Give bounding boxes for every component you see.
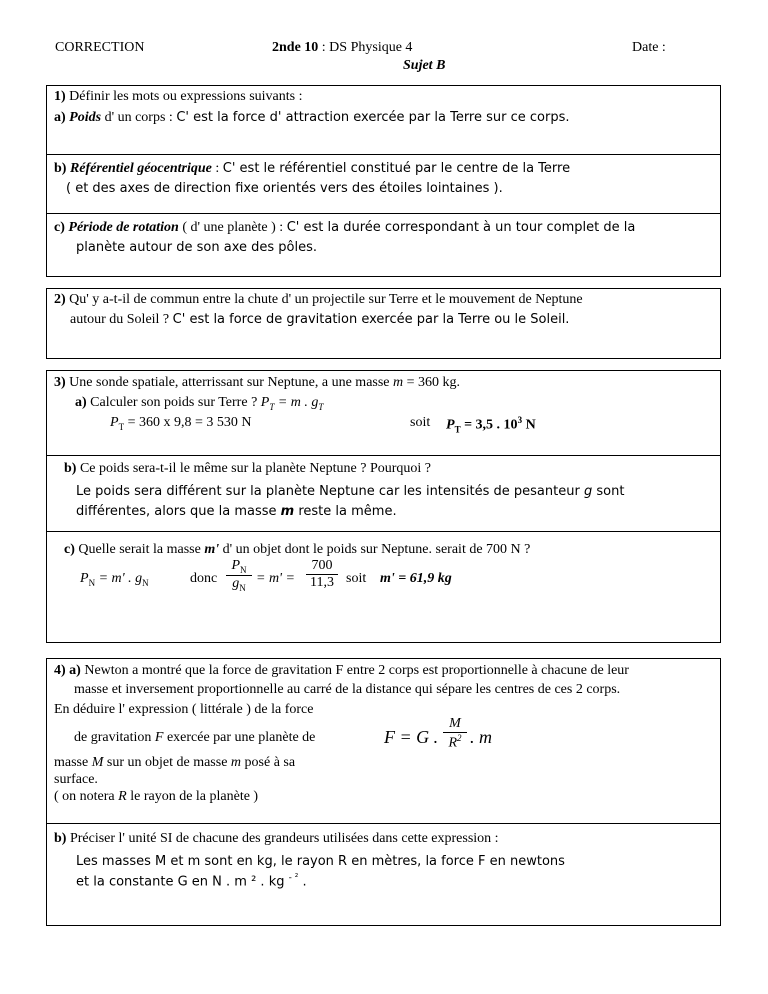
term: Référentiel géocentrique bbox=[69, 161, 212, 176]
question-3c bbox=[64, 542, 530, 558]
answer-text: planète autour de son axe des pôles. bbox=[76, 240, 318, 255]
question-text: Calculer son poids sur Terre ? bbox=[86, 395, 258, 410]
question-4b bbox=[54, 831, 499, 847]
divider bbox=[46, 531, 721, 532]
question-2 bbox=[54, 292, 583, 308]
part-label: c) bbox=[64, 542, 75, 557]
answer-text: différentes, alors que la masse m reste la même. bbox=[76, 504, 397, 519]
question-text: Newton a montré que la force de gravitation F entre 2 corps est proportionnelle à chacune de leur bbox=[80, 663, 629, 678]
exam-title: : DS Physique 4 bbox=[318, 40, 413, 55]
answer-text: et la constante G en N . m ² . kg $^{- ^2}$ . bbox=[76, 873, 307, 890]
question-1-intro bbox=[54, 89, 302, 105]
weight-formula: $P_N = m'$ . $g_N$ bbox=[80, 571, 149, 588]
question-text: masse M sur un objet de masse m posé à sa bbox=[54, 755, 296, 770]
question-1c bbox=[54, 220, 635, 236]
divider bbox=[46, 455, 721, 456]
divider bbox=[46, 213, 721, 214]
part-label: a) bbox=[54, 110, 66, 125]
question-text: surface. bbox=[54, 772, 98, 787]
answer-text: Le poids sera différent sur la planète Neptune car les intensités de pesanteur g sont bbox=[76, 484, 625, 499]
formula-fraction: $\frac{M}{R^2}$ bbox=[443, 716, 467, 752]
question-number: 2) bbox=[54, 292, 66, 307]
soit-label: soit bbox=[410, 415, 431, 430]
question-number: 4) bbox=[54, 663, 66, 678]
class-title bbox=[272, 40, 412, 56]
variable: m' bbox=[204, 542, 220, 557]
question-text: Définir les mots ou expressions suivants : bbox=[65, 89, 303, 104]
part-label: b) bbox=[54, 161, 67, 176]
question-text: : bbox=[211, 161, 223, 176]
sujet-label: Sujet B bbox=[403, 58, 446, 73]
question-3-intro bbox=[54, 375, 460, 391]
answer-text: C' est la durée correspondant à un tour complet de la bbox=[286, 220, 636, 235]
question-text: autour du Soleil ? bbox=[70, 312, 173, 327]
answer-text: C' est la force de gravitation exercée par la Terre ou le Soleil. bbox=[172, 312, 570, 327]
date-label: Date : bbox=[632, 40, 666, 55]
formula-rhs: . m bbox=[470, 727, 492, 747]
question-text: Préciser l' unité SI de chacune des grandeurs utilisées dans cette expression : bbox=[66, 831, 499, 846]
soit-label: soit bbox=[346, 571, 367, 586]
question-text: ( on notera R le rayon de la planète ) bbox=[54, 789, 259, 804]
question-text: ( d' une planète ) : bbox=[178, 220, 287, 235]
correction-label: CORRECTION bbox=[55, 40, 145, 55]
question-text: Qu' y a-t-il de commun entre la chute d' un projectile sur Terre et le mouvement de Neptune bbox=[65, 292, 583, 307]
answer-text: C' est le référentiel constitué par le centre de la Terre bbox=[222, 161, 571, 176]
answer-text: ( et des axes de direction fixe orientés vers des étoiles lointaines ). bbox=[66, 181, 503, 196]
term: Période de rotation bbox=[68, 220, 179, 235]
question-number: 3) bbox=[54, 375, 66, 390]
part-label: a) bbox=[75, 395, 87, 410]
question-number: 1) bbox=[54, 89, 66, 104]
question-text: En déduire l' expression ( littérale ) de la force bbox=[54, 702, 314, 717]
answer-text: C' est la force d' attraction exercée par la Terre sur ce corps. bbox=[176, 110, 570, 125]
question-text: Une sonde spatiale, atterrissant sur Neptune, a une masse bbox=[65, 375, 394, 390]
part-label: b) bbox=[64, 461, 77, 476]
fraction-700-113: $\frac{700}{11,3}$ bbox=[306, 558, 338, 591]
question-text: = 360 kg. bbox=[403, 375, 461, 390]
class-name: 2nde 10 bbox=[272, 40, 319, 55]
divider bbox=[46, 154, 721, 155]
part-label: c) bbox=[54, 220, 65, 235]
part-label: a) bbox=[69, 663, 81, 678]
question-2-line2 bbox=[70, 312, 569, 328]
formula: $P_T = m$ . $g_T$ bbox=[260, 395, 324, 412]
term: Poids bbox=[69, 110, 102, 125]
fraction-pn-gn: $\frac{P_N}{g_N}$ bbox=[226, 558, 252, 593]
divider bbox=[46, 823, 721, 824]
question-3a bbox=[75, 395, 323, 412]
question-3b bbox=[64, 461, 431, 477]
part-label: b) bbox=[54, 831, 67, 846]
formula-lhs: F = G . bbox=[384, 727, 439, 747]
question-text: masse et inversement proportionnelle au carré de la distance qui sépare les centres de ces 2 corps. bbox=[74, 682, 621, 697]
question-text: de gravitation F exercée par une planète de bbox=[74, 730, 316, 745]
question-text: Ce poids sera-t-il le même sur la planète Neptune ? Pourquoi ? bbox=[76, 461, 432, 476]
variable: m bbox=[393, 375, 404, 390]
question-text: d' un objet dont le poids sur Neptune. serait de 700 N ? bbox=[219, 542, 531, 557]
calc-line: $P_T = 360$ x 9,8 = 3 530 N bbox=[110, 415, 252, 432]
question-text: Quelle serait la masse bbox=[74, 542, 205, 557]
result-weight: $P_T = 3,5$ . $10^3$ N bbox=[446, 415, 536, 435]
answer-text: Les masses M et m sont en kg, le rayon R en mètres, la force F en newtons bbox=[76, 854, 565, 869]
question-1b bbox=[54, 161, 570, 177]
result-mass: m' = 61,9 kg bbox=[380, 571, 452, 586]
question-1a bbox=[54, 110, 570, 126]
equation-middle: = m' = bbox=[256, 571, 295, 586]
question-text: d' un corps : bbox=[101, 110, 177, 125]
question-4a bbox=[54, 663, 629, 679]
donc-label: donc bbox=[190, 571, 218, 586]
